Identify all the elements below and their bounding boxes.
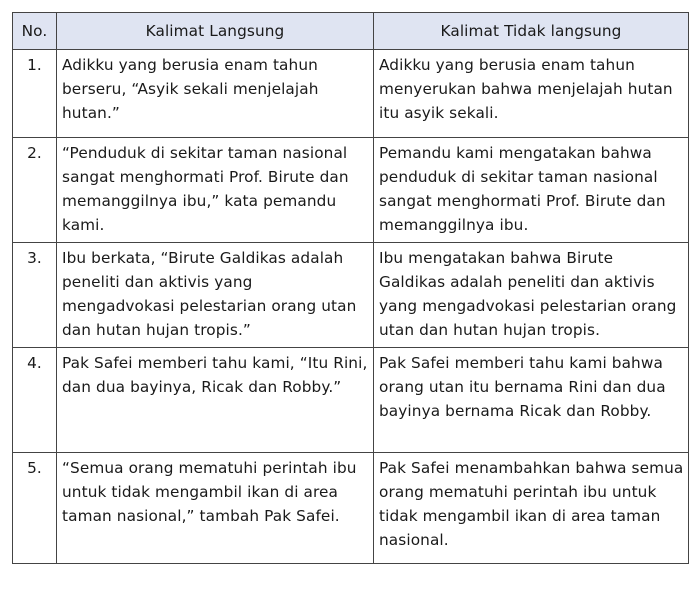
table-row xyxy=(13,138,689,243)
row-number: 4. xyxy=(13,348,57,453)
indirect-sentence: Pak Safei menambahkan bahwa semua orang mematuhi perintah ibu untuk tidak mengambil ikan di area taman nasional. xyxy=(374,453,689,564)
row-number: 2. xyxy=(13,138,57,243)
indirect-sentence: Ibu mengatakan bahwa Birute Galdikas adalah peneliti dan aktivis yang mengadvokasi pelestarian orang utan dan hutan hujan tropis. xyxy=(374,243,689,348)
table-row xyxy=(13,348,689,453)
header-number: No. xyxy=(13,13,57,50)
row-number: 1. xyxy=(13,50,57,138)
header-direct-speech: Kalimat Langsung xyxy=(57,13,374,50)
direct-sentence: “Penduduk di sekitar taman nasional sangat menghormati Prof. Birute dan memanggilnya ibu,” kata pemandu kami. xyxy=(57,138,374,243)
row-number: 3. xyxy=(13,243,57,348)
indirect-sentence: Adikku yang berusia enam tahun menyerukan bahwa menjelajah hutan itu asyik sekali. xyxy=(374,50,689,138)
table-row xyxy=(13,243,689,348)
indirect-sentence: Pemandu kami mengatakan bahwa penduduk di sekitar taman nasional sangat menghormati Prof. Birute dan memanggilnya ibu. xyxy=(374,138,689,243)
table-header-row xyxy=(13,13,689,50)
table-row xyxy=(13,50,689,138)
row-number: 5. xyxy=(13,453,57,564)
sentence-comparison-table xyxy=(12,12,689,564)
table-row xyxy=(13,453,689,564)
direct-sentence: Adikku yang berusia enam tahun berseru, “Asyik sekali menjelajah hutan.” xyxy=(57,50,374,138)
header-indirect-speech: Kalimat Tidak langsung xyxy=(374,13,689,50)
direct-sentence: Ibu berkata, “Birute Galdikas adalah peneliti dan aktivis yang mengadvokasi pelestarian orang utan dan hutan hujan tropis.” xyxy=(57,243,374,348)
direct-sentence: “Semua orang mematuhi perintah ibu untuk tidak mengambil ikan di area taman nasional,” tambah Pak Safei. xyxy=(57,453,374,564)
direct-sentence: Pak Safei memberi tahu kami, “Itu Rini, dan dua bayinya, Ricak dan Robby.” xyxy=(57,348,374,453)
indirect-sentence: Pak Safei memberi tahu kami bahwa orang utan itu bernama Rini dan dua bayinya bernama Ricak dan Robby. xyxy=(374,348,689,453)
